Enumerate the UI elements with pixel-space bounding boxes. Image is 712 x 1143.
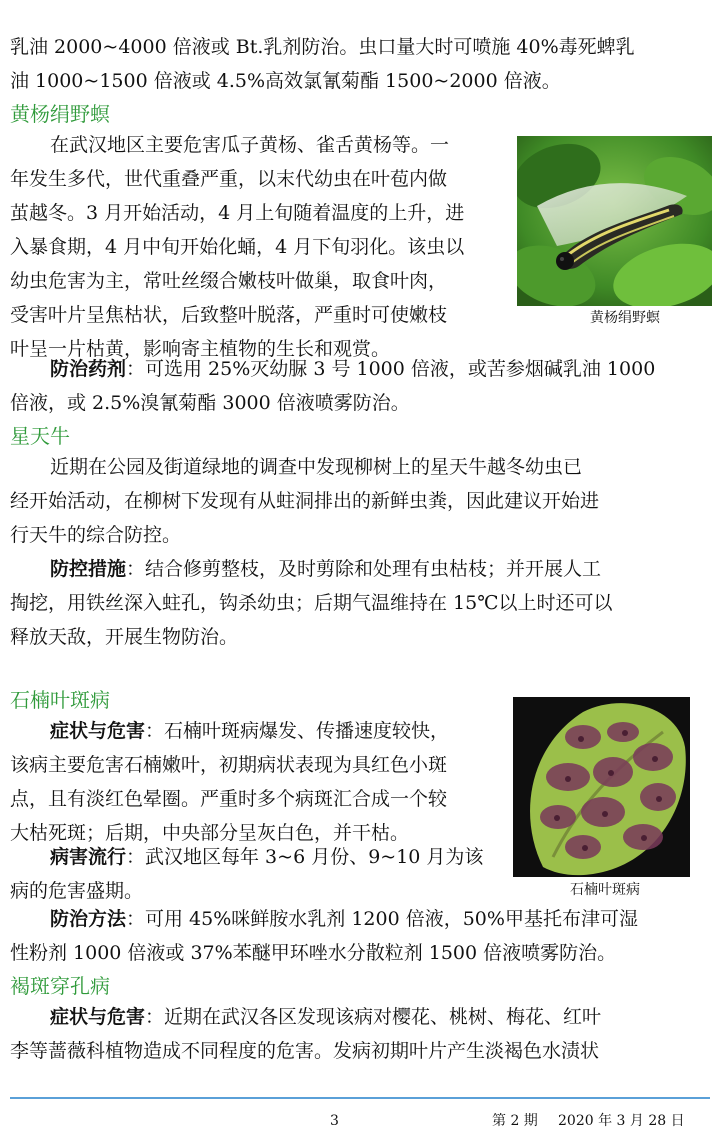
shinan-symptom-line: 该病主要危害石楠嫩叶，初期病状表现为具红色小斑 [10,754,448,776]
leaf-spot-photo [513,697,690,877]
intro-line-1: 乳油 2000~4000 倍液或 Bt.乳剂防治。虫口量大时可喷施 40%毒死蜱乳 [10,36,635,58]
huangyang-text-line: 叶呈一片枯黄，影响寄主植物的生长和观赏。 [10,338,391,360]
section-title-huangyang: 黄杨绢野螟 [10,102,110,126]
page-number: 3 [330,1113,339,1129]
xingtianniu-measure-line-3: 释放天敌，开展生物防治。 [10,626,239,648]
shinan-method-line-2: 性粉剂 1000 倍液或 37%苯醚甲环唑水分散粒剂 1500 倍液喷雾防治。 [10,942,617,964]
leaf-spot-caption: 石楠叶斑病 [570,882,640,898]
caterpillar-caption: 黄杨绢野螟 [590,310,660,326]
xingtianniu-measure-line-1 [50,552,601,586]
issue-date: 2020 年 3 月 28 日 [558,1113,685,1129]
footer-rule [10,1097,710,1099]
huangyang-control-label: 防治药剂 [50,358,127,380]
xingtianniu-text-line: 近期在公园及街道绿地的调查中发现柳树上的星天牛越冬幼虫已 [50,456,583,478]
hebanchuankong-symptom-line-2: 李等蔷薇科植物造成不同程度的危害。发病初期叶片产生淡褐色水渍状 [10,1040,600,1062]
huangyang-text-line: 幼虫危害为主，常吐丝缀合嫩枝叶做巢，取食叶肉， [10,270,448,292]
huangyang-text-line: 受害叶片呈焦枯状，后致整叶脱落，严重时可使嫩枝 [10,304,448,326]
shinan-symptom-label: 症状与危害 [50,720,146,742]
shinan-method-text: ：可用 45%咪鲜胺水乳剂 1200 倍液，50%甲基托布津可湿 [126,908,638,930]
hebanchuankong-symptom-line-1 [50,1000,601,1034]
shinan-symptom-line: 大枯死斑；后期，中央部分呈灰白色，并干枯。 [10,822,410,844]
shinan-symptom-text: ：石楠叶斑病爆发、传播速度较快， [145,720,450,742]
huangyang-text-line: 茧越冬。3 月开始活动，4 月上旬随着温度的上升，进 [10,202,465,224]
xingtianniu-measure-line-2: 掏挖，用铁丝深入蛀孔，钩杀幼虫；后期气温维持在 15℃以上时还可以 [10,592,613,614]
huangyang-text-line: 在武汉地区主要危害瓜子黄杨、雀舌黄杨等。一 [50,134,450,156]
shinan-symptom-line-1 [50,714,449,748]
huangyang-control-line-2: 倍液，或 2.5%溴氰菊酯 3000 倍液喷雾防治。 [10,392,410,414]
xingtianniu-measure-label: 防控措施 [50,558,127,580]
huangyang-text-line: 入暴食期，4 月中旬开始化蛹，4 月下旬羽化。该虫以 [10,236,465,258]
huangyang-text-line: 年发生多代，世代重叠严重，以末代幼虫在叶苞内做 [10,168,448,190]
shinan-epidemic-label: 病害流行 [50,846,127,868]
xingtianniu-measure-text: ：结合修剪整枝，及时剪除和处理有虫枯枝；并开展人工 [126,558,602,580]
issue-number: 第 2 期 [492,1113,538,1129]
shinan-epidemic-line-2: 病的危害盛期。 [10,880,144,902]
intro-line-2: 油 1000~1500 倍液或 4.5%高效氯氰菊酯 1500~2000 倍液。 [10,70,561,92]
huangyang-control-text: ：可选用 25%灭幼脲 3 号 1000 倍液，或苦参烟碱乳油 1000 [126,358,656,380]
section-title-shinan: 石楠叶斑病 [10,688,110,712]
shinan-epidemic-line-1 [50,840,483,874]
hebanchuankong-symptom-text: ：近期在武汉各区发现该病对樱花、桃树、梅花、红叶 [145,1006,602,1028]
xingtianniu-text-line: 经开始活动，在柳树下发现有从蛀洞排出的新鲜虫粪，因此建议开始进 [10,490,600,512]
shinan-symptom-line: 点，且有淡红色晕圈。严重时多个病斑汇合成一个较 [10,788,448,810]
shinan-method-line-1 [50,902,638,936]
huangyang-control-line-1 [50,352,655,386]
shinan-method-label: 防治方法 [50,908,127,930]
caterpillar-photo [517,136,712,306]
section-title-xingtianniu: 星天牛 [10,424,70,448]
hebanchuankong-symptom-label: 症状与危害 [50,1006,146,1028]
section-title-hebanchuankong: 褐斑穿孔病 [10,974,110,998]
xingtianniu-text-line: 行天牛的综合防控。 [10,524,182,546]
shinan-epidemic-text: ：武汉地区每年 3~6 月份、9~10 月为该 [126,846,484,868]
